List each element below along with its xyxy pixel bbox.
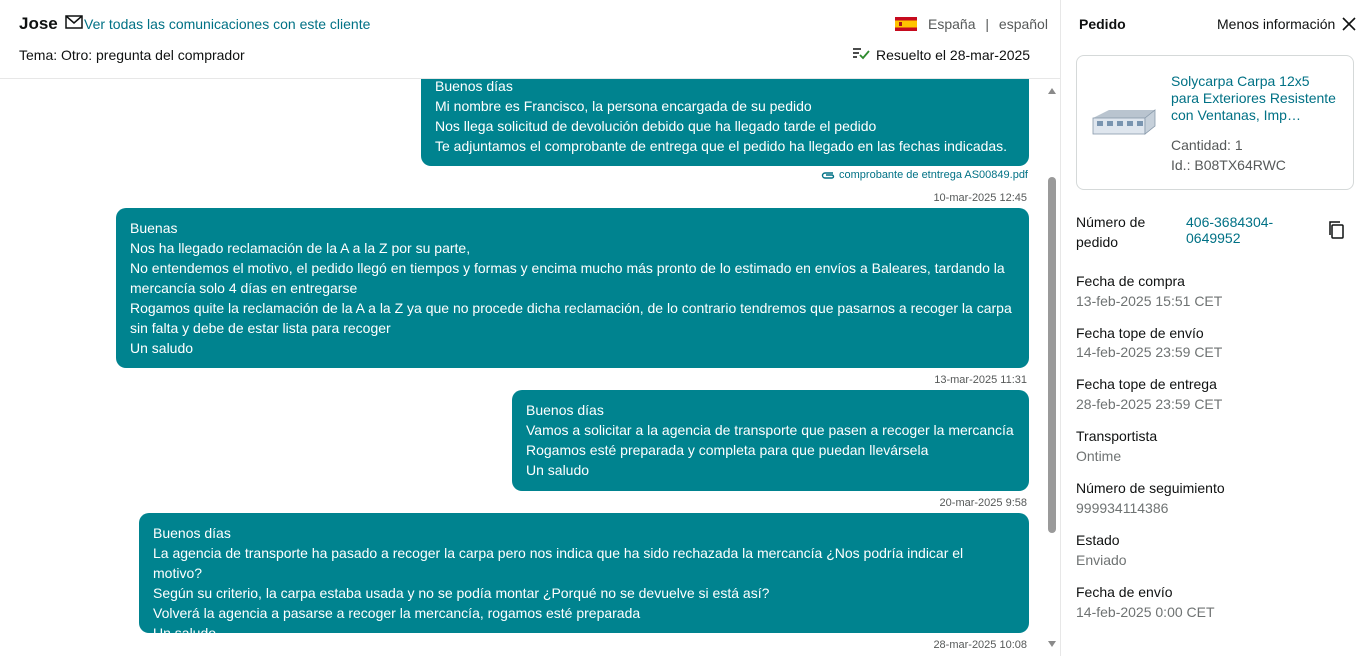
id-value: B08TX64RWC bbox=[1194, 157, 1286, 173]
ship-date-value: 14-feb-2025 0:00 CET bbox=[1076, 604, 1215, 620]
attachment-name: comprobante de etntrega AS00849.pdf bbox=[839, 169, 1028, 181]
resolved-check-icon bbox=[852, 45, 870, 61]
product-id bbox=[1171, 157, 1286, 173]
deliver-by-date-label: Fecha tope de entrega bbox=[1076, 376, 1217, 392]
message-line: Te adjuntamos el comprobante de entrega que el pedido ha llegado en las fechas indicadas. bbox=[435, 138, 1008, 154]
id-label: Id.: bbox=[1171, 157, 1191, 173]
message-thread[interactable] bbox=[0, 79, 1044, 656]
message-line: Nos llega solicitud de devolución debido que ha llegado tarde el pedido bbox=[435, 118, 877, 134]
message-timestamp: 20-mar-2025 9:58 bbox=[939, 497, 1027, 509]
spain-flag-icon bbox=[895, 17, 917, 31]
purchase-date-label: Fecha de compra bbox=[1076, 273, 1185, 289]
see-all-communications-link[interactable]: Ver todas las comunicaciones con este cliente bbox=[84, 16, 371, 32]
message-bubble bbox=[421, 79, 1029, 166]
scroll-down-arrow-icon[interactable] bbox=[1047, 639, 1057, 649]
ship-date-label: Fecha de envío bbox=[1076, 584, 1173, 600]
message-line: Volverá la agencia a pasarse a recoger la mercancía, rogamos esté preparada bbox=[153, 605, 641, 621]
ship-by-date-value: 14-feb-2025 23:59 CET bbox=[1076, 344, 1223, 360]
message-line: Rogamos quite la reclamación de la A a la Z ya que no procede dicha reclamación, de lo contrario tendremos que pasarnos a recoger la carpa sin falta y debe de estar lista para recoger bbox=[130, 300, 1012, 336]
carrier-value: Ontime bbox=[1076, 448, 1122, 464]
ship-by-date-label: Fecha tope de envío bbox=[1076, 325, 1204, 341]
product-quantity bbox=[1171, 137, 1243, 153]
message-line: Mi nombre es Francisco, la persona encargada de su pedido bbox=[435, 98, 812, 114]
message-timestamp: 13-mar-2025 11:31 bbox=[934, 374, 1027, 386]
status-value: Enviado bbox=[1076, 552, 1127, 568]
tracking-number-value: 999934114386 bbox=[1076, 500, 1169, 516]
status-label: Estado bbox=[1076, 532, 1120, 548]
customer-name: Jose bbox=[19, 14, 58, 33]
language-name: español bbox=[998, 16, 1048, 32]
message-line: Vamos a solicitar a la agencia de transporte que pasen a recoger la mercancía bbox=[526, 422, 1014, 438]
mail-icon[interactable] bbox=[65, 14, 83, 30]
language-country: España bbox=[928, 16, 976, 32]
less-info-button[interactable]: Menos información bbox=[1217, 16, 1336, 32]
message-line: Un saludo bbox=[130, 340, 194, 356]
message-bubble bbox=[139, 513, 1029, 641]
message-timestamp: 10-mar-2025 12:45 bbox=[933, 192, 1027, 204]
attachment-link[interactable] bbox=[820, 169, 1028, 181]
message-bubble bbox=[116, 208, 1029, 368]
copy-icon[interactable] bbox=[1327, 220, 1345, 240]
message-line: Buenos días bbox=[526, 402, 604, 418]
language-selector[interactable] bbox=[928, 16, 1048, 32]
conversation-header bbox=[0, 0, 1060, 79]
scrollbar-thumb[interactable] bbox=[1048, 177, 1056, 533]
message-line: Buenas bbox=[130, 220, 178, 236]
message-line: No entendemos el motivo, el pedido llegó en tiempos y formas y encima mucho más pronto de lo estimado en envíos a Baleares, tardando la mercancía solo 4 días en entregarse bbox=[130, 260, 1005, 296]
panel-title: Pedido bbox=[1079, 16, 1126, 32]
message-line: Buenos días bbox=[153, 525, 231, 541]
paperclip-icon bbox=[820, 170, 836, 180]
conversation-topic: Tema: Otro: pregunta del comprador bbox=[19, 47, 245, 63]
message-line: Un saludo bbox=[526, 462, 590, 478]
resolved-status: Resuelto el 28-mar-2025 bbox=[876, 47, 1031, 63]
message-line: La agencia de transporte ha pasado a recoger la carpa pero nos indica que ha sido rechazada la mercancía ¿Nos podría indicar el motivo? bbox=[153, 545, 964, 581]
product-card bbox=[1076, 55, 1354, 190]
order-number-label: Número de pedido bbox=[1076, 214, 1146, 250]
order-panel bbox=[1060, 0, 1366, 656]
message-line: Buenos días bbox=[435, 79, 513, 94]
scroll-up-arrow-icon[interactable] bbox=[1047, 86, 1057, 96]
message-line: Según su criterio, la carpa estaba usada y no se podía montar ¿Porqué no se devuelve si está así? bbox=[153, 585, 770, 601]
close-icon[interactable] bbox=[1342, 17, 1356, 31]
purchase-date-value: 13-feb-2025 15:51 CET bbox=[1076, 293, 1223, 309]
message-line: Un saludo bbox=[153, 625, 217, 641]
message-line: Nos ha llegado reclamación de la A a la Z por su parte, bbox=[130, 240, 471, 256]
deliver-by-date-value: 28-feb-2025 23:59 CET bbox=[1076, 396, 1223, 412]
tracking-number-label: Número de seguimiento bbox=[1076, 480, 1225, 496]
message-bubble bbox=[512, 390, 1029, 491]
quantity-value: 1 bbox=[1234, 137, 1243, 153]
product-title-link[interactable]: Solycarpa Carpa 12x5 para Exteriores Resistente con Ventanas, Imp… bbox=[1171, 73, 1336, 123]
language-separator: | bbox=[985, 16, 990, 32]
tent-product-image bbox=[1089, 104, 1159, 138]
message-timestamp: 28-mar-2025 10:08 bbox=[933, 639, 1027, 651]
quantity-label: Cantidad: bbox=[1171, 137, 1231, 153]
message-line: Rogamos esté preparada y completa para que puedan llevársela bbox=[526, 442, 929, 458]
order-number-link[interactable]: 406-3684304-0649952 bbox=[1186, 214, 1274, 246]
carrier-label: Transportista bbox=[1076, 428, 1158, 444]
